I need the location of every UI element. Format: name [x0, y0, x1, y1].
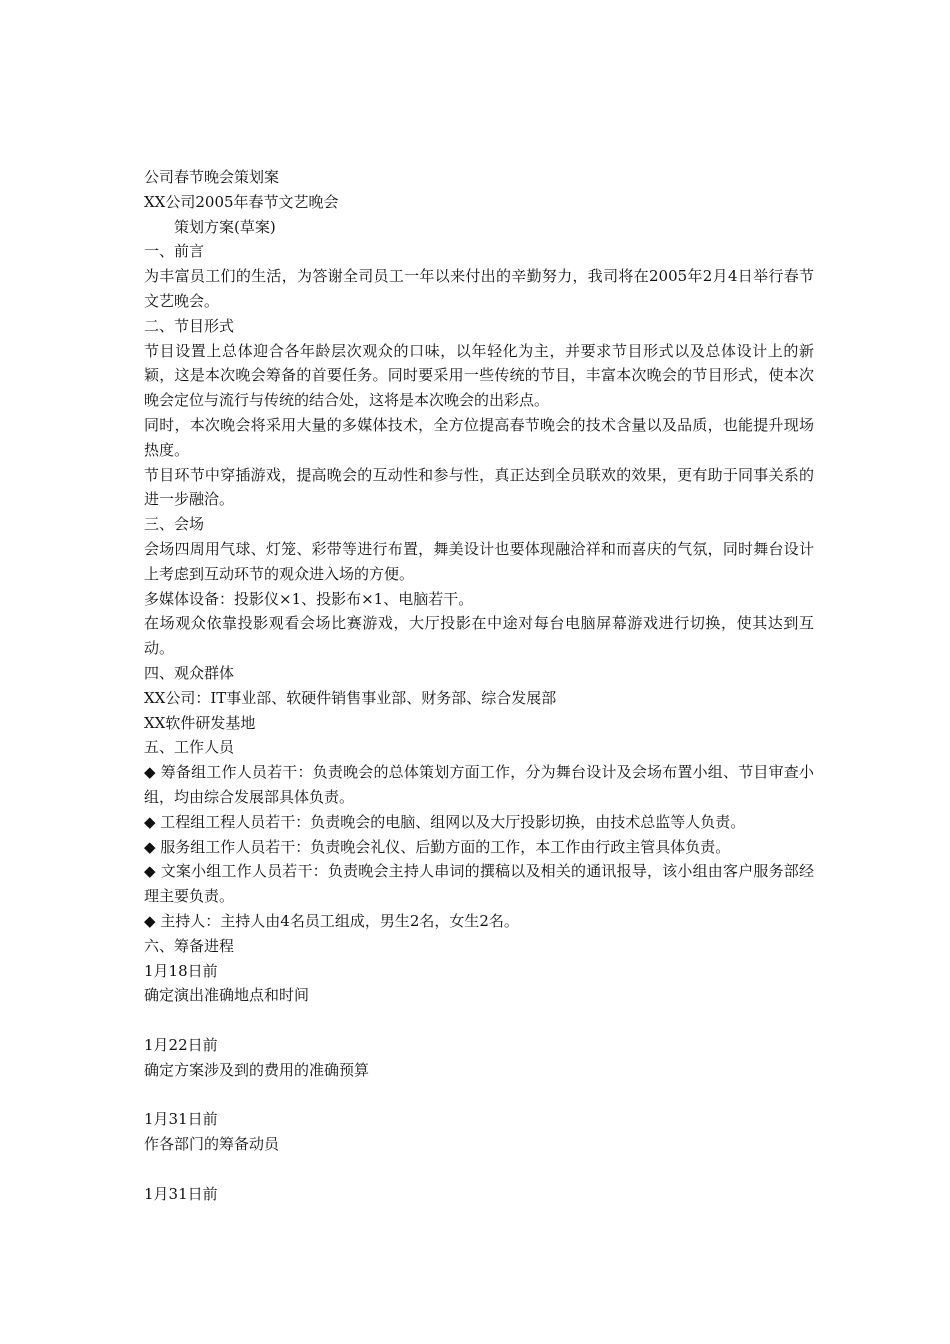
schedule-date: 1月22日前 — [144, 1035, 218, 1054]
staff-item: ◆ 服务组工作人员若干：负责晚会礼仪、后勤方面的工作，本工作由行政主管具体负责。 — [144, 837, 731, 856]
program-format-paragraph-1: 节目设置上总体迎合各年龄层次观众的口味，以年轻化为主，并要求节目形式以及总体设计上的新颖，这是本次晚会筹备的首要任务。同时要采用一些传统的节目，丰富本次晚会的节目形式，使本次晚会定位与流行与传统的结合处，这将是本次晚会的出彩点。 — [144, 341, 814, 410]
section-heading-venue: 三、会场 — [144, 515, 205, 534]
document-subtitle: XX公司2005年春节文艺晚会 — [144, 192, 339, 211]
blank-line — [144, 1082, 814, 1107]
preface-paragraph: 为丰富员工们的生活，为答谢全司员工一年以来付出的辛勤努力，我司将在2005年2月4日举行春节文艺晚会。 — [144, 267, 814, 310]
section-heading-schedule: 六、筹备进程 — [144, 936, 235, 955]
section-heading-program-format: 二、节目形式 — [144, 316, 235, 335]
staff-item: ◆ 工程组工程人员若干：负责晚会的电脑、组网以及大厅投影切换，由技术总监等人负责。 — [144, 812, 746, 831]
schedule-date: 1月31日前 — [144, 1110, 218, 1129]
document-subtitle-draft: 策划方案(草案) — [174, 217, 276, 236]
staff-item: ◆ 文案小组工作人员若干：负责晚会主持人串词的撰稿以及相关的通讯报导，该小组由客户服务部经理主要负责。 — [144, 862, 814, 906]
schedule-date: 1月31日前 — [144, 1184, 218, 1203]
venue-paragraph-2: 多媒体设备：投影仪×1、投影布×1、电脑若干。 — [144, 589, 474, 608]
section-heading-staff: 五、工作人员 — [144, 738, 235, 757]
schedule-task: 确定演出准确地点和时间 — [144, 986, 310, 1005]
schedule-task: 确定方案涉及到的费用的准确预算 — [144, 1060, 370, 1079]
staff-item: ◆ 筹备组工作人员若干：负责晚会的总体策划方面工作，分为舞台设计及会场布置小组、节目审查小组，均由综合发展部具体负责。 — [144, 763, 814, 806]
audience-paragraph-1: XX公司：IT事业部、软硬件销售事业部、财务部、综合发展部 — [144, 688, 557, 707]
section-heading-preface: 一、前言 — [144, 242, 205, 261]
audience-paragraph-2: XX软件研发基地 — [144, 713, 256, 732]
blank-line — [144, 1008, 814, 1033]
program-format-paragraph-2: 同时，本次晚会将采用大量的多媒体技术，全方位提高春节晚会的技术含量以及品质，也能提升现场热度。 — [144, 415, 814, 459]
program-format-paragraph-3: 节目环节中穿插游戏，提高晚会的互动性和参与性，真正达到全员联欢的效果，更有助于同事关系的进一步融洽。 — [144, 465, 814, 509]
schedule-date: 1月18日前 — [144, 961, 218, 980]
document-title: 公司春节晚会策划案 — [144, 168, 280, 186]
schedule-task: 作各部门的筹备动员 — [144, 1135, 280, 1154]
venue-paragraph-1: 会场四周用气球、灯笼、彩带等进行布置，舞美设计也要体现融洽祥和而喜庆的气氛，同时舞台设计上考虑到互动环节的观众进入场的方便。 — [144, 539, 814, 583]
section-heading-audience: 四、观众群体 — [144, 663, 235, 682]
staff-item: ◆ 主持人：主持人由4名员工组成，男生2名，女生2名。 — [144, 911, 519, 930]
venue-paragraph-3: 在场观众依靠投影观看会场比赛游戏，大厅投影在中途对每台电脑屏幕游戏进行切换，使其达到互动。 — [144, 614, 814, 658]
blank-line — [144, 1157, 814, 1182]
document-page — [144, 165, 814, 1206]
